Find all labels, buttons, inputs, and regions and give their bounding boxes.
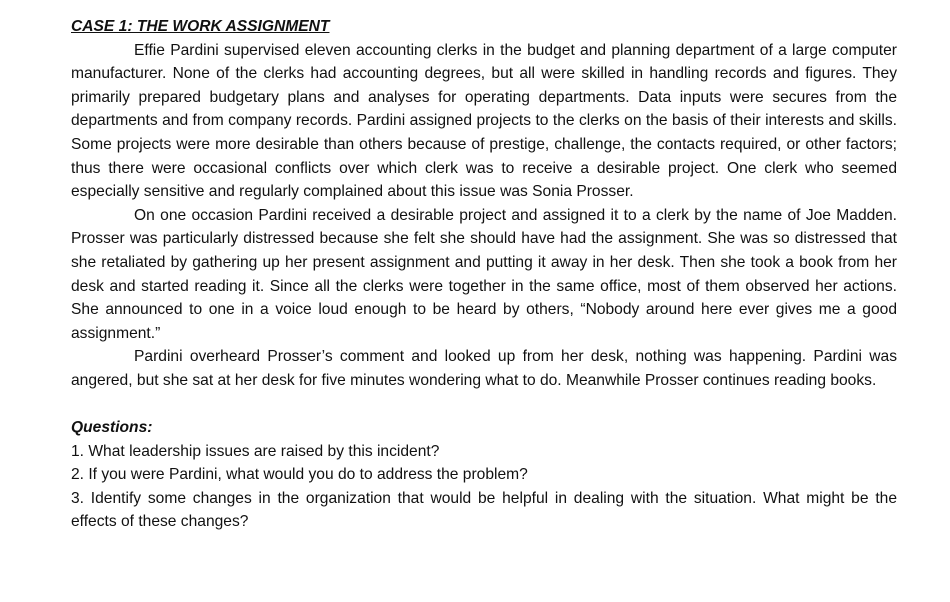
- section-spacer: [71, 393, 897, 417]
- case-title: CASE 1: THE WORK ASSIGNMENT: [71, 18, 330, 35]
- question-2: 2. If you were Pardini, what would you do to address the problem?: [71, 466, 528, 484]
- paragraph-1: Effie Pardini supervised eleven accounting clerks in the budget and planning department of a large computer manufacturer. None of the clerks had accounting degrees, but all were skilled in handling records and figures. They primarily prepared budgetary plans and analyses for operating departments. Data inputs were secures from the departments and from company records. Pardini assigned projects to the clerks on the basis of their interests and skills. Some projects were more desirable than others because of prestige, challenge, the contacts required, or other factors; thus there were occasional conflicts over which clerk was to receive a desirable project. One clerk who seemed especially sensitive and regularly complained about this issue was Sonia Prosser.: [71, 41, 897, 201]
- paragraph-2: On one occasion Pardini received a desirable project and assigned it to a clerk by the name of Joe Madden. Prosser was particularly distressed because she felt she should have had the assignment. She was so distressed that she retaliated by gathering up her present assignment and putting it away in her desk. Then she took a book from her desk and started reading it. Since all the clerks were together in the same office, most of them observed her actions. She announced to one in a voice loud enough to be heard by others, “Nobody around here ever gives me a good assignment.”: [71, 206, 897, 342]
- case-document: [71, 15, 897, 534]
- questions-heading: Questions:: [71, 419, 153, 437]
- paragraph-3: Pardini overheard Prosser’s comment and looked up from her desk, nothing was happening. Pardini was angered, but she sat at her desk for five minutes wondering what to do. Meanwhile Prosser continues reading books.: [71, 348, 897, 389]
- question-1: 1. What leadership issues are raised by this incident?: [71, 442, 440, 460]
- question-3: 3. Identify some changes in the organization that would be helpful in dealing with the situation. What might be the effects of these changes?: [71, 489, 897, 531]
